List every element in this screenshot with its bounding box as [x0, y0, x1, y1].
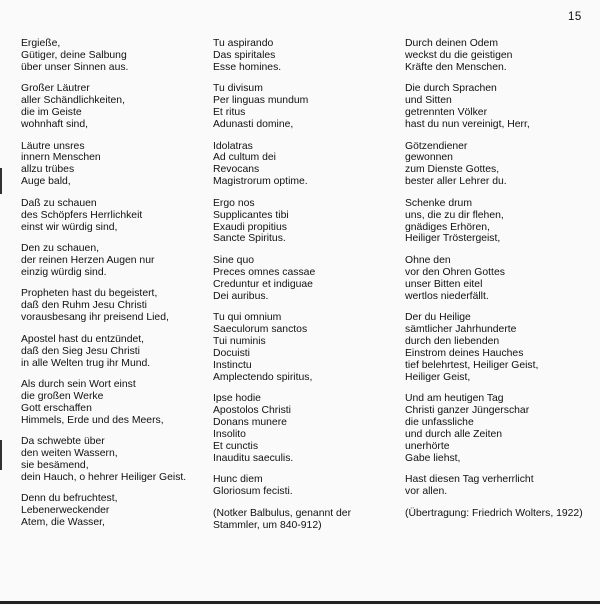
- verse-line: des Schöpfers Herrlichkeit: [21, 209, 143, 221]
- verse-line: Durch deinen Odem: [405, 38, 498, 49]
- verse-line: Instinctu: [213, 359, 252, 371]
- verse-line: vorausbesang ihr preisend Lied,: [21, 312, 169, 324]
- verse-line: Denn du befruchtest,: [21, 493, 118, 505]
- verse-line: Apostel hast du entzündet,: [21, 333, 145, 345]
- german-text-column: [21, 38, 199, 539]
- stanza: [405, 312, 583, 383]
- verse-line: Ergieße,: [21, 38, 61, 49]
- stanza: [405, 38, 583, 74]
- verse-line: Amplectendo spiritus,: [213, 371, 313, 383]
- verse-line: Als durch sein Wort einst: [21, 379, 136, 390]
- verse-line: unerhörte: [405, 440, 450, 452]
- verse-line: Da schwebte über: [21, 436, 105, 448]
- verse-line: die großen Werke: [21, 390, 104, 402]
- verse-line: tief belehrtest, Heiliger Geist,: [405, 359, 539, 371]
- verse-line: wertlos niederfällt.: [405, 290, 489, 302]
- stanza: [21, 288, 199, 324]
- verse-line: aller Schändlichkeiten,: [21, 95, 125, 107]
- verse-line: Sancte Spiritus.: [213, 233, 286, 245]
- verse-line: Kräfte den Menschen.: [405, 61, 507, 73]
- verse-line: bester aller Lehrer du.: [405, 176, 507, 188]
- verse-line: weckst du die geistigen: [405, 49, 513, 61]
- verse-line: Apostolos Christi: [213, 405, 291, 417]
- verse-line: den weiten Wassern,: [21, 448, 118, 460]
- verse-line: einzig würdig sind.: [21, 266, 107, 278]
- verse-line: Gabe liehst,: [405, 452, 461, 464]
- verse-line: Tu qui omnium: [213, 312, 282, 324]
- stanza: [21, 141, 199, 189]
- verse-line: Die durch Sprachen: [405, 83, 497, 95]
- verse-line: und Sitten: [405, 95, 452, 107]
- stanza: [21, 334, 199, 370]
- verse-line: gnädiges Erhören,: [405, 221, 490, 233]
- verse-line: Creduntur et indiguae: [213, 278, 313, 290]
- verse-line: Stammler, um 840-912): [213, 519, 322, 531]
- verse-line: Esse homines.: [213, 61, 282, 73]
- verse-line: Das spiritales: [213, 49, 276, 61]
- stanza: [21, 436, 199, 484]
- stanza: [405, 141, 583, 189]
- verse-line: Der du Heilige: [405, 312, 471, 324]
- verse-line: daß den Sieg Jesu Christi: [21, 345, 140, 357]
- stanza: [21, 493, 199, 529]
- verse-line: über unser Sinnen aus.: [21, 61, 129, 73]
- verse-line: (Notker Balbulus, genannt der: [213, 507, 352, 519]
- verse-line: Donans munere: [213, 417, 287, 429]
- stanza: [405, 508, 583, 520]
- verse-line: Per linguas mundum: [213, 95, 309, 107]
- stanza: [21, 83, 199, 131]
- verse-line: Insolito: [213, 428, 246, 440]
- page-number: 15: [568, 11, 582, 23]
- verse-line: Schenke drum: [405, 197, 472, 209]
- verse-line: Gloriosum fecisti.: [213, 486, 293, 498]
- verse-line: (Übertragung: Friedrich Wolters, 1922): [405, 507, 583, 519]
- verse-line: einst wir würdig sind,: [21, 221, 118, 233]
- stanza: [21, 243, 199, 279]
- verse-line: Hast diesen Tag verherrlicht: [405, 474, 534, 486]
- verse-line: Daß zu schauen: [21, 197, 97, 209]
- verse-line: zum Dienste Gottes,: [405, 164, 500, 176]
- verse-line: Auge bald,: [21, 176, 71, 188]
- verse-line: sie besämend,: [21, 460, 89, 472]
- stanza: [213, 312, 391, 383]
- verse-line: vor den Ohren Gottes: [405, 266, 505, 278]
- verse-line: Saeculorum sanctos: [213, 324, 308, 336]
- german-translation-column: [405, 38, 583, 529]
- verse-line: Ohne den: [405, 254, 451, 266]
- verse-line: Magistrorum optime.: [213, 176, 308, 188]
- stanza: [213, 393, 391, 464]
- scan-edge-mark: [0, 168, 2, 194]
- verse-line: Heiliger Geist,: [405, 371, 471, 383]
- verse-line: Großer Läutrer: [21, 83, 90, 95]
- verse-line: vor allen.: [405, 486, 448, 498]
- verse-line: Hunc diem: [213, 474, 263, 486]
- verse-line: Den zu schauen,: [21, 243, 99, 255]
- verse-line: allzu trübes: [21, 164, 75, 176]
- stanza: [405, 255, 583, 303]
- verse-line: Propheten hast du begeistert,: [21, 288, 158, 300]
- verse-line: uns, die zu dir flehen,: [405, 209, 504, 221]
- verse-line: gewonnen: [405, 152, 453, 164]
- stanza: [213, 474, 391, 498]
- verse-line: Et cunctis: [213, 440, 259, 452]
- verse-line: Preces omnes cassae: [213, 266, 316, 278]
- verse-line: Exaudi propitius: [213, 221, 287, 233]
- bottom-rule: [0, 601, 600, 604]
- verse-line: Docuisti: [213, 347, 250, 359]
- verse-line: Christi ganzer Jüngerschar: [405, 405, 530, 417]
- verse-line: daß den Ruhm Jesu Christi: [21, 300, 147, 312]
- verse-line: Ad cultum dei: [213, 152, 276, 164]
- stanza: [405, 198, 583, 246]
- verse-line: Idolatras: [213, 140, 253, 152]
- latin-text-column: [213, 38, 391, 541]
- verse-line: Läutre unsres: [21, 140, 85, 152]
- verse-line: Sine quo: [213, 254, 255, 266]
- stanza: [405, 83, 583, 131]
- verse-line: getrennten Völker: [405, 107, 488, 119]
- verse-line: Atem, die Wasser,: [21, 517, 105, 529]
- verse-line: Einstrom deines Hauches: [405, 347, 524, 359]
- verse-line: in alle Welten trug ihr Mund.: [21, 357, 151, 369]
- verse-line: Und am heutigen Tag: [405, 393, 504, 405]
- verse-line: Himmels, Erde und des Meers,: [21, 414, 164, 426]
- stanza: [21, 38, 199, 74]
- verse-line: dein Hauch, o hehrer Heiliger Geist.: [21, 471, 187, 483]
- scan-edge-mark: [0, 440, 2, 470]
- verse-line: Adunasti domine,: [213, 119, 294, 131]
- verse-line: innern Menschen: [21, 152, 101, 164]
- verse-line: Et ritus: [213, 107, 246, 119]
- verse-line: Götzendiener: [405, 140, 468, 152]
- verse-line: Gütiger, deine Salbung: [21, 49, 127, 61]
- verse-line: Heiliger Tröstergeist,: [405, 233, 501, 245]
- verse-line: Revocans: [213, 164, 260, 176]
- stanza: [213, 198, 391, 246]
- verse-line: durch den liebenden: [405, 336, 500, 347]
- stanza: [213, 508, 391, 532]
- verse-line: Gott erschaffen: [21, 402, 92, 414]
- verse-line: sämtlicher Jahrhunderte: [405, 324, 517, 336]
- stanza: [405, 474, 583, 498]
- verse-line: Ipse hodie: [213, 393, 261, 405]
- verse-line: die unfassliche: [405, 417, 474, 429]
- stanza: [213, 38, 391, 74]
- verse-line: hast du nun vereinigt, Herr,: [405, 119, 530, 131]
- stanza: [213, 255, 391, 303]
- stanza: [405, 393, 583, 464]
- verse-line: Tui numinis: [213, 336, 266, 347]
- verse-line: Ergo nos: [213, 197, 255, 209]
- verse-line: Supplicantes tibi: [213, 209, 289, 221]
- verse-line: unser Bitten eitel: [405, 278, 483, 290]
- verse-line: und durch alle Zeiten: [405, 428, 503, 440]
- stanza: [21, 198, 199, 234]
- verse-line: die im Geiste: [21, 107, 82, 119]
- verse-line: wohnhaft sind,: [21, 119, 89, 131]
- stanza: [213, 83, 391, 131]
- verse-line: Tu aspirando: [213, 38, 274, 49]
- verse-line: Inauditu saeculis.: [213, 452, 294, 464]
- stanza: [213, 141, 391, 189]
- verse-line: Dei auribus.: [213, 290, 269, 302]
- verse-line: der reinen Herzen Augen nur: [21, 254, 155, 266]
- verse-line: Tu divisum: [213, 83, 263, 95]
- stanza: [21, 379, 199, 427]
- verse-line: Lebenerweckender: [21, 505, 110, 517]
